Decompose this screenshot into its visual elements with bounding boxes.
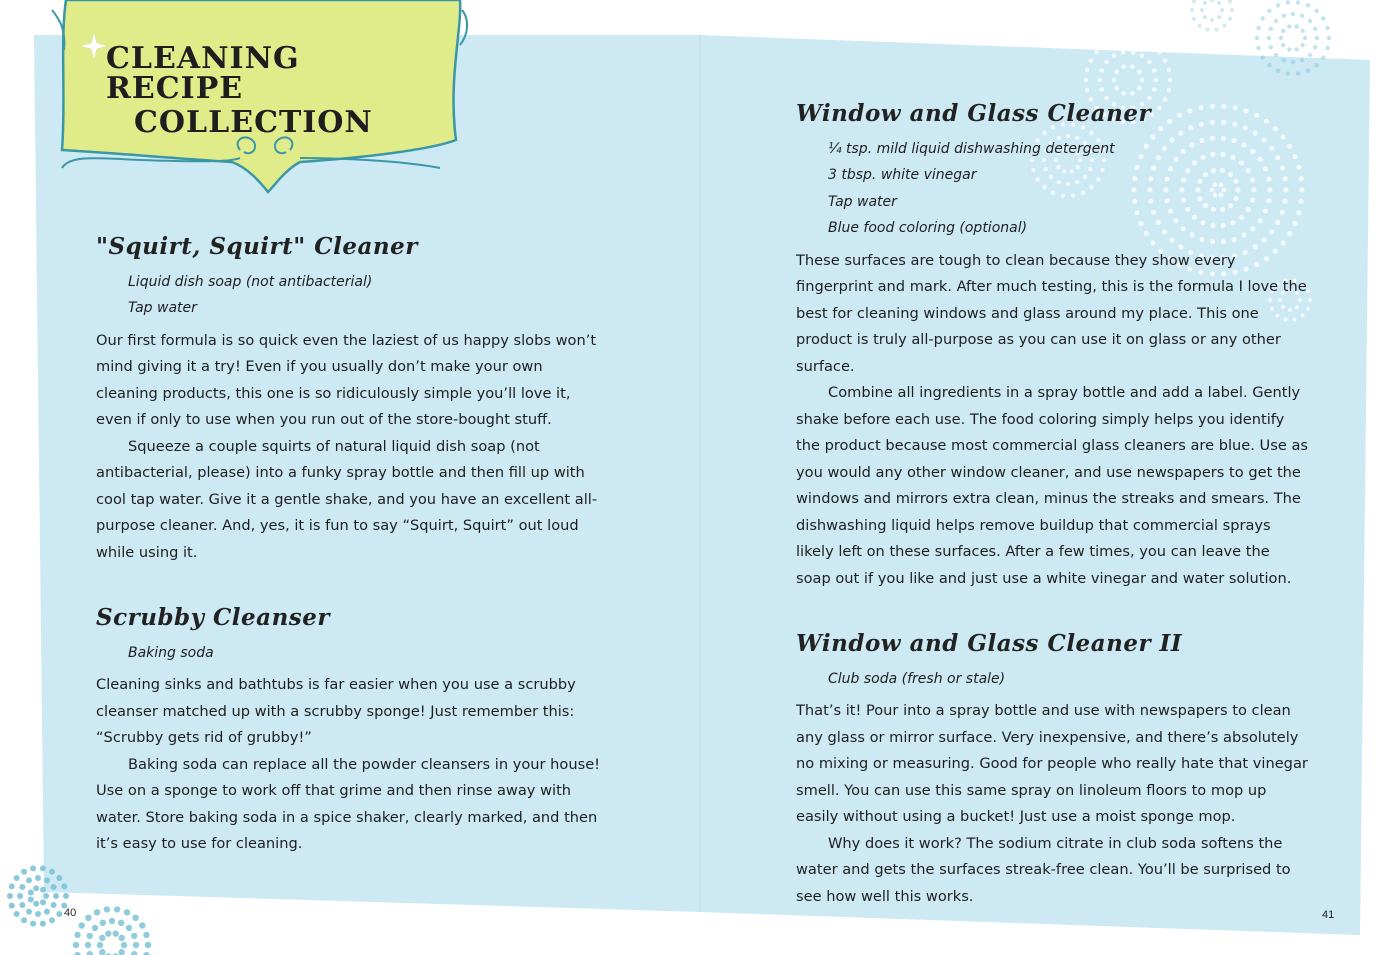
- decorative-dot: [85, 915, 91, 921]
- decorative-dot: [19, 884, 25, 890]
- decorative-dot: [1325, 26, 1329, 30]
- decorative-dot: [1102, 43, 1107, 48]
- decorative-dot: [1321, 16, 1325, 20]
- page-number-right: 41: [1322, 909, 1335, 921]
- recipe-window-glass-cleaner: [796, 100, 1308, 592]
- decorative-dot: [1281, 29, 1285, 33]
- recipe-paragraph: Our first formula is so quick even the laziest of us happy slobs won’t mind giving it a try! Even if you usually don’t make your own cleaning products, this one is so ridiculously simple you’ll love it, even if only to use when you run out of the store-bought stuff.: [96, 331, 597, 429]
- decorative-dot: [1099, 68, 1104, 73]
- decorative-dot: [49, 917, 55, 923]
- decorative-dot: [35, 875, 41, 881]
- decorative-dot: [124, 909, 130, 915]
- decorative-dot: [1287, 24, 1291, 28]
- decorative-dot: [1296, 0, 1300, 4]
- decorative-dot: [1085, 88, 1090, 93]
- decorative-dot: [56, 875, 62, 881]
- decorative-dot: [33, 885, 39, 891]
- decorative-dot: [33, 901, 39, 907]
- decorative-dot: [1281, 43, 1285, 47]
- decorative-dot: [9, 883, 15, 889]
- decorative-dot: [1210, 0, 1214, 2]
- decorative-dot: [1228, 0, 1232, 3]
- ingredient-list: [828, 136, 1308, 242]
- decorative-dot: [44, 909, 50, 915]
- ingredient-item: Blue food coloring (optional): [828, 220, 1028, 237]
- decorative-dot: [100, 920, 106, 926]
- decorative-dot: [1112, 54, 1117, 59]
- recipe-squirt-cleaner: [96, 233, 604, 566]
- decorative-dot: [92, 925, 98, 931]
- decorative-dot: [1269, 27, 1273, 31]
- decorative-dot: [114, 906, 120, 912]
- decorative-dot: [1192, 0, 1196, 3]
- decorative-dot: [1282, 58, 1286, 62]
- decorative-dot: [49, 869, 55, 875]
- decorative-dot: [1167, 88, 1172, 93]
- ingredient-item: Tap water: [128, 300, 197, 317]
- decorative-dot: [9, 903, 15, 909]
- ingredient-list: [128, 269, 604, 322]
- decorative-dot: [1308, 19, 1312, 23]
- recipe-heading: Window and Glass Cleaner: [796, 100, 1152, 127]
- decorative-dot: [1098, 78, 1103, 83]
- decorative-dot: [1267, 63, 1271, 67]
- decorative-dot: [131, 933, 137, 939]
- decorative-dot: [14, 911, 20, 917]
- decorative-dot: [1163, 58, 1168, 63]
- ingredient-item: 3 tbsp. white vinegar: [828, 167, 977, 184]
- decorative-dot: [1206, 28, 1210, 32]
- decorative-dot: [1261, 16, 1265, 20]
- decorative-dot: [1111, 38, 1116, 43]
- decorative-dot: [1308, 53, 1312, 57]
- decorative-dot: [85, 942, 91, 948]
- recipe-paragraph: That’s it! Pour into a spray bottle and use with newspapers to clean any glass or mirror surface. Very inexpensive, and there’s absolutely no mixing or measuring. Good for people who really hate that vinegar smell. You can use this same spray on linoleum floors to mop up easily without using a bucket! Just use a moist sponge mop.: [796, 702, 1308, 826]
- decorative-dot: [1301, 29, 1305, 33]
- decorative-dot: [1198, 24, 1202, 28]
- decorative-dot: [97, 942, 103, 948]
- decorative-dot: [26, 909, 32, 915]
- decorative-dot: [56, 911, 62, 917]
- decorative-dot: [17, 893, 23, 899]
- decorative-dot: [1314, 9, 1318, 13]
- decorative-dot: [1200, 8, 1204, 12]
- ingredient-item: Baking soda: [128, 644, 214, 661]
- decorative-dot: [126, 925, 132, 931]
- decorative-dot: [1315, 36, 1319, 40]
- decorative-dot: [1327, 36, 1331, 40]
- decorative-dot: [1220, 8, 1224, 12]
- decorative-dot: [1314, 63, 1318, 67]
- decorative-dot: [1085, 68, 1090, 73]
- ingredient-item: Tap water: [828, 193, 897, 210]
- recipe-paragraph: Baking soda can replace all the powder cleansers in your house! Use on a sponge to work off that grime and then rinse away with water. Store baking soda in a spice shaker, clearly marked, and then it’s easy to use for cleaning.: [96, 755, 601, 853]
- decorative-dot: [14, 875, 20, 881]
- decorative-dot: [1168, 78, 1173, 83]
- decorative-dot: [1089, 58, 1094, 63]
- decorative-dot: [109, 918, 115, 924]
- decorative-dot: [1321, 55, 1325, 59]
- decorative-dot: [1269, 45, 1273, 49]
- decorative-dot: [1114, 70, 1119, 75]
- recipe-heading: "Squirt, Squirt" Cleaner: [96, 233, 418, 260]
- decorative-dot: [44, 877, 50, 883]
- decorative-dot: [21, 917, 27, 923]
- decorative-dot: [1313, 27, 1317, 31]
- ingredient-list: [828, 666, 1308, 693]
- decorative-dot: [1121, 36, 1126, 41]
- decorative-dot: [143, 932, 149, 938]
- decorative-dot: [1190, 8, 1194, 12]
- decorative-dot: [40, 921, 46, 927]
- recipe-window-glass-cleaner-ii: [796, 630, 1308, 910]
- decorative-dot: [1157, 50, 1162, 55]
- decorative-dot: [74, 932, 80, 938]
- decorative-dot: [43, 893, 49, 899]
- decorative-dot: [1282, 14, 1286, 18]
- title-line-2: COLLECTION: [134, 105, 373, 140]
- decorative-dot: [1261, 55, 1265, 59]
- recipe-paragraph: Squeeze a couple squirts of natural liquid dish soap (not antibacterial, please) into a funky spray bottle and then fill up with cool tap water. Give it a gentle shake, and you have an excellent all-purpose cleaner. And, yes, it is fun to say “Squirt, Squirt” out loud while using it.: [96, 437, 598, 561]
- right-column: [796, 100, 1308, 910]
- decorative-dot: [28, 897, 34, 903]
- decorative-dot: [94, 909, 100, 915]
- decorative-dot: [61, 883, 67, 889]
- decorative-dot: [1154, 78, 1159, 83]
- decorative-dot: [1137, 70, 1142, 75]
- decorative-dot: [1141, 38, 1146, 43]
- page-title: [106, 41, 426, 140]
- left-column: [96, 233, 604, 858]
- recipe-paragraph: Why does it work? The sodium citrate in club soda softens the water and gets the surfaces streak-free clean. You’ll be surprised to see how well this works.: [796, 834, 1291, 905]
- decorative-dot: [1167, 68, 1172, 73]
- decorative-dot: [132, 915, 138, 921]
- decorative-dot: [1255, 36, 1259, 40]
- decorative-dot: [1291, 12, 1295, 16]
- decorative-dot: [1203, 15, 1207, 19]
- decorative-dot: [30, 865, 36, 871]
- decorative-dot: [1228, 17, 1232, 21]
- title-line-1: CLEANING RECIPE: [106, 41, 300, 106]
- decorative-dot: [1325, 46, 1329, 50]
- decorative-dot: [145, 942, 151, 948]
- decorative-dot: [87, 933, 93, 939]
- decorative-dot: [1217, 1, 1221, 5]
- decorative-dot: [133, 942, 139, 948]
- decorative-dot: [1274, 53, 1278, 57]
- decorative-dot: [28, 890, 34, 896]
- decorative-dot: [1140, 78, 1145, 83]
- decorative-dot: [1306, 69, 1310, 73]
- decorative-dot: [1131, 50, 1136, 55]
- decorative-dot: [1121, 91, 1126, 96]
- recipe-paragraph: Combine all ingredients in a spray bottle and add a label. Gently shake before each use. The food coloring simply helps you identify the product because most commercial glass cleaners are blue. Use as you would any other window cleaner, and use newspapers to get the windows and mirrors extra clean, minus the streaks and smears. The dishwashing liquid helps remove buildup that commercial sprays likely left on these surfaces. After a few times, you can leave the soap out if you like and just use a white vinegar and water solution.: [796, 384, 1308, 587]
- decorative-dot: [1210, 18, 1214, 22]
- decorative-dot: [1256, 46, 1260, 50]
- decorative-dot: [1286, 71, 1290, 75]
- decorative-dot: [1279, 36, 1283, 40]
- ingredient-item: ¼ tsp. mild liquid dishwashing detergent: [828, 140, 1115, 157]
- decorative-dot: [35, 911, 41, 917]
- decorative-dot: [1215, 28, 1219, 32]
- recipe-heading: Window and Glass Cleaner II: [796, 630, 1183, 658]
- decorative-dot: [1308, 298, 1312, 302]
- decorative-dot: [118, 920, 124, 926]
- decorative-dot: [1094, 50, 1099, 55]
- decorative-dot: [121, 942, 127, 948]
- decorative-dot: [1121, 50, 1126, 55]
- decorative-dot: [87, 951, 93, 955]
- decorative-dot: [119, 949, 125, 955]
- decorative-dot: [1099, 87, 1104, 92]
- decorative-dot: [40, 865, 46, 871]
- decorative-dot: [1267, 9, 1271, 13]
- recipe-scrubby-cleanser: [96, 604, 604, 858]
- decorative-dot: [30, 921, 36, 927]
- decorative-dot: [1121, 64, 1126, 69]
- decorative-dot: [105, 930, 111, 936]
- decorative-dot: [1137, 86, 1142, 91]
- decorative-dot: [1230, 8, 1234, 12]
- decorative-dot: [1313, 45, 1317, 49]
- recipe-paragraph: These surfaces are tough to clean because they show every fingerprint and mark. After much testing, this is the formula I love the best for cleaning windows and glass around my place. This one product is truly all-purpose as you can use it on glass or any other surface.: [796, 251, 1307, 375]
- decorative-dot: [40, 887, 46, 893]
- decorative-dot: [1295, 24, 1299, 28]
- decorative-dot: [51, 902, 57, 908]
- decorative-dot: [1223, 24, 1227, 28]
- decorative-dot: [1267, 36, 1271, 40]
- decorative-dot: [1276, 69, 1280, 73]
- decorative-dot: [99, 935, 105, 941]
- decorative-dot: [1276, 3, 1280, 7]
- decorative-dot: [1192, 17, 1196, 21]
- decorative-dot: [1300, 58, 1304, 62]
- decorative-dot: [1114, 86, 1119, 91]
- decorative-dot: [1256, 26, 1260, 30]
- decorative-dot: [131, 951, 137, 955]
- decorative-dot: [19, 902, 25, 908]
- decorative-dot: [1274, 19, 1278, 23]
- decorative-dot: [1130, 91, 1135, 96]
- decorative-dot: [79, 922, 85, 928]
- decorative-dot: [1104, 60, 1109, 65]
- decorative-dot: [21, 869, 27, 875]
- decorative-dot: [139, 922, 145, 928]
- decorative-dot: [1150, 43, 1155, 48]
- recipe-paragraph: Cleaning sinks and bathtubs is far easier when you use a scrubby cleanser matched up with a scrubby sponge! Just remember this: “Scrubby gets rid of grubby!”: [96, 676, 576, 747]
- page-number-left: 40: [64, 907, 77, 919]
- decorative-dot: [1286, 0, 1290, 4]
- decorative-dot: [1203, 1, 1207, 5]
- decorative-dot: [73, 942, 79, 948]
- decorative-dot: [53, 893, 59, 899]
- decorative-dot: [1295, 47, 1299, 51]
- ingredient-item: Liquid dish soap (not antibacterial): [128, 273, 373, 290]
- decorative-dot: [40, 899, 46, 905]
- decorative-dot: [63, 893, 69, 899]
- decorative-dot: [119, 935, 125, 941]
- ingredient-list: [128, 640, 604, 667]
- decorative-dot: [1301, 43, 1305, 47]
- recipe-heading: Scrubby Cleanser: [96, 604, 330, 632]
- decorative-dot: [1300, 14, 1304, 18]
- decorative-dot: [1084, 78, 1089, 83]
- decorative-dot: [1152, 68, 1157, 73]
- decorative-dot: [1291, 60, 1295, 64]
- decorative-dot: [104, 906, 110, 912]
- decorative-dot: [1130, 64, 1135, 69]
- decorative-dot: [99, 949, 105, 955]
- decorative-dot: [1306, 3, 1310, 7]
- decorative-dot: [1140, 54, 1145, 59]
- decorative-dot: [1217, 15, 1221, 19]
- decorative-dot: [1147, 60, 1152, 65]
- decorative-dot: [26, 877, 32, 883]
- decorative-dot: [1152, 87, 1157, 92]
- decorative-dot: [1131, 36, 1136, 41]
- decorative-dot: [113, 930, 119, 936]
- ingredient-item: Club soda (fresh or stale): [828, 670, 1006, 687]
- decorative-dot: [1112, 78, 1117, 83]
- decorative-dot: [1303, 36, 1307, 40]
- decorative-dot: [1287, 47, 1291, 51]
- decorative-dot: [1296, 71, 1300, 75]
- decorative-dot: [7, 893, 13, 899]
- decorative-dot: [51, 884, 57, 890]
